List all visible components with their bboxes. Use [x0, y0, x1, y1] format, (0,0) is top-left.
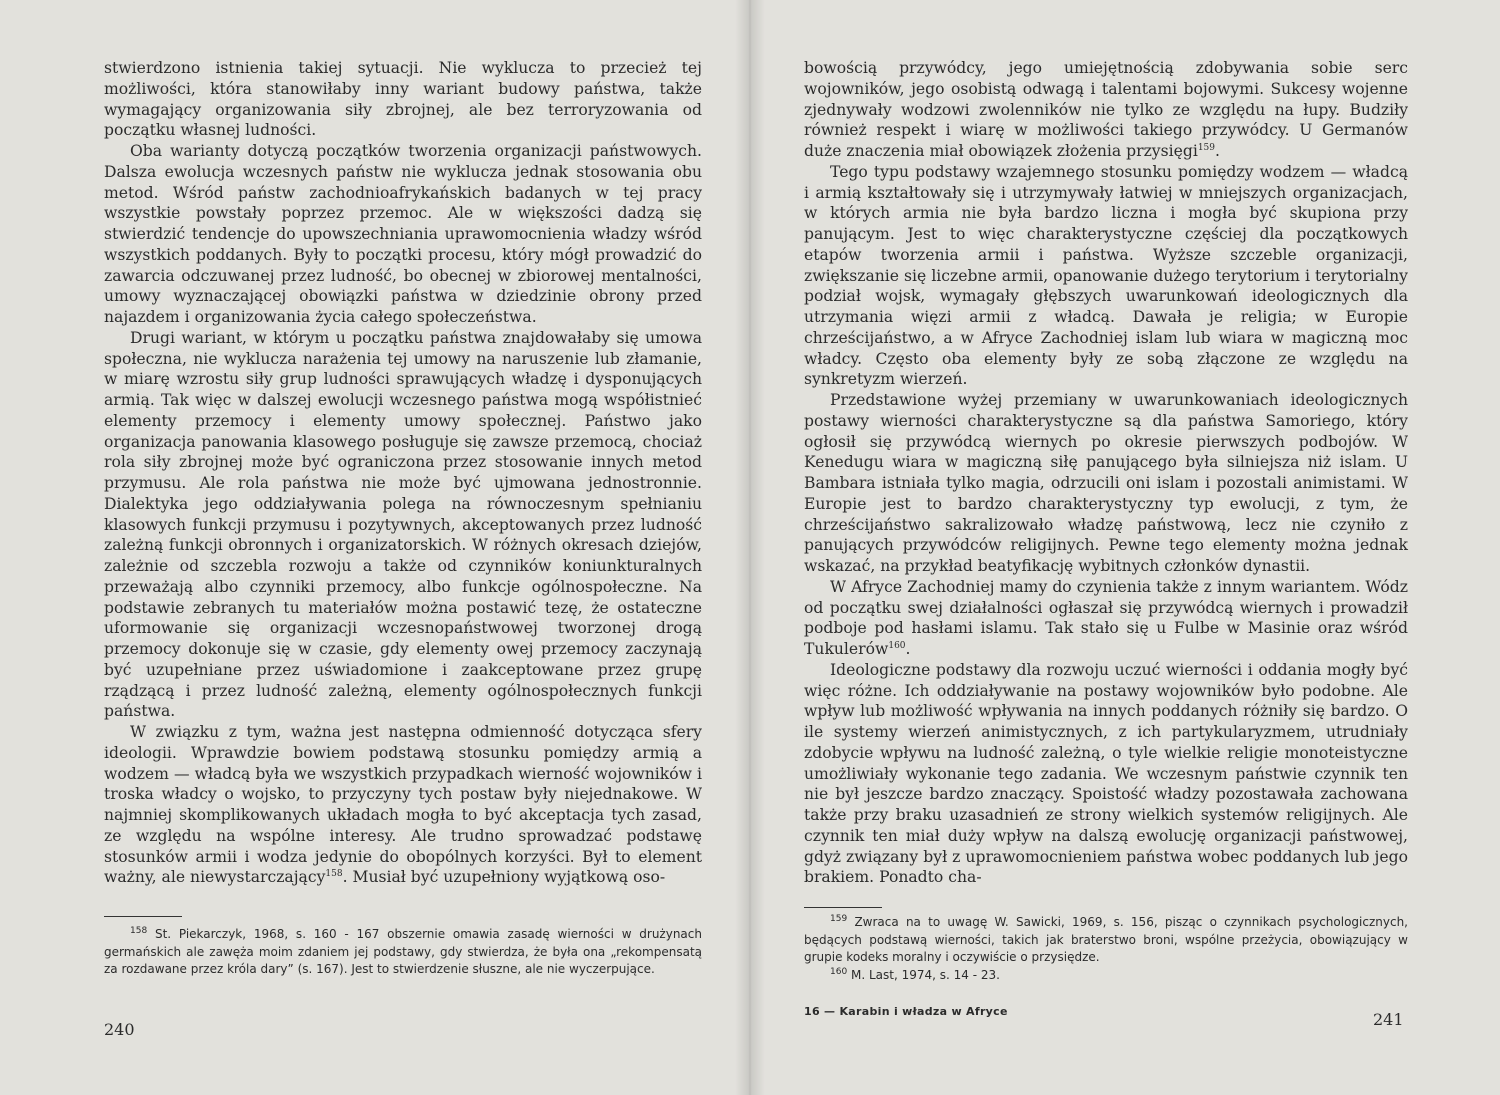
left-paragraph-1: stwierdzono istnienia takiej sytuacji. Nie wyklucza to przecież tej możliwości, która stanowiłaby inny wariant budowy państwa, także wymagający organizowania siły zbrojnej, ale bez terroryzowania od początku własnej ludności. [104, 59, 702, 140]
left-footnotes [104, 926, 702, 979]
right-paragraph-4-text: W Afryce Zachodniej mamy do czynienia także z innym wariantem. Wódz od początku swej działalności ogłaszał się przywódcą wiernych i prowadził podboje pod hasłami islamu. Tak stało się u Fulbe w Masinie oraz wśród Tukulerów [804, 577, 1408, 658]
footnote-159-text: Zwraca na to uwagę W. Sawicki, 1969, s. 156, pisząc o czynnikach psychologicznych, będących podstawą wierności, takich jak braterstwo broni, wspólne przeżycia, obowiązujący w grupie kodeks moralny i oczywiście o przysiędze. [804, 915, 1408, 964]
page-number-left: 240 [104, 1020, 135, 1039]
footnote-number-159: 159 [830, 914, 848, 924]
right-body-text [804, 58, 1408, 888]
footnote-ref-160[interactable]: 160 [888, 640, 906, 651]
right-paragraph-1-after: . [1215, 142, 1220, 160]
footnote-number-160: 160 [830, 966, 848, 977]
left-body-text [104, 58, 702, 888]
page-number-right: 241 [1373, 1010, 1404, 1029]
footnote-ref-158[interactable]: 158 [325, 869, 343, 880]
right-footnotes [804, 914, 1408, 984]
right-paragraph-1-text: bowością przywódcy, jego umiejętnością zdobywania sobie serc wojowników, jego osobistą odwagą i talentami bojowymi. Sukcesy wojenne zjednywały wodzowi zwolenników nie tylko ze względu na łupy. Budziły również respekt i wiarę w możliwości takiego przywódcy. U Germanów duże znaczenia miał obowiązek złożenia przysięgi [804, 59, 1408, 160]
footnote-159 [804, 914, 1408, 967]
right-paragraph-2: Tego typu podstawy wzajemnego stosunku pomiędzy wodzem — władcą i armią kształtowały się i utrzymywały łatwiej w mniejszych organizacjach, w których armia nie była bardzo liczna i mogła być skupiona przy panującym. Jest to więc charakterystyczne częściej dla początkowych etapów tworzenia armii i państwa. Wyższe szczeble organizacji, zwiększanie się liczebne armii, opanowanie dużego terytorium i terytorialny podział wojsk, wymagały głębszych uwarunkowań ideologicznych dla utrzymania więzi armii z władcą. Dawała je religia; w Europie chrześcijaństwo, a w Afryce Zachodniej islam lub wiara w magiczną moc władcy. Często oba elementy były ze sobą złączone ze względu na synkretyzm wierzeń. [804, 162, 1408, 389]
footnote-160 [804, 967, 1408, 985]
right-page [750, 0, 1500, 1095]
right-paragraph-4 [804, 577, 1408, 660]
left-footnote-rule [104, 916, 182, 917]
footnote-160-text: M. Last, 1974, s. 14 - 23. [851, 967, 1000, 982]
right-paragraph-5: Ideologiczne podstawy dla rozwoju uczuć wierności i oddania mogły być więc różne. Ich oddziaływanie na postawy wojowników było podobne. Ale wpływ lub możliwość wpływania na innych poddanych różniły się bardzo. O ile systemy wierzeń animistycznych, z ich partykularyzmem, utrudniały zdobycie wpływu na ludność zależną, o tyle wielkie religie monoteistyczne umożliwiały wykonanie tego zadania. We wczesnym państwie czynnik ten nie był jeszcze bardzo znaczący. Spoistość władzy pozostawała zachowana także przy braku uzasadnień ze strony wielkich systemów religijnych. Ale czynnik ten miał duży wpływ na dalszą ewolucję organizacji państwowej, gdyż związany był z uprawomocnieniem państwa wobec poddanych lub jego brakiem. Ponadto cha- [804, 660, 1408, 887]
left-paragraph-4-text: W związku z tym, ważna jest następna odmienność dotycząca sfery ideologii. Wprawdzie bowiem podstawą stosunku pomiędzy armią a wodzem — władcą była we wszystkich przypadkach wierność wojowników i troska władcy o wojsko, to przyczyny tych postaw były niejednakowe. W najmniej skomplikowanych układach mogła to być akceptacja tych zasad, ze względu na wspólne interesy. Ale trudno sprowadzać podstawę stosunków armii i wodza jedynie do obopólnych korzyści. Był to element ważny, ale niewystarczający [104, 723, 702, 887]
printer-signature: 16 — Karabin i władza w Afryce [804, 1005, 1008, 1018]
right-paragraph-4-after: . [905, 640, 911, 658]
footnote-ref-159[interactable]: 159 [1197, 142, 1215, 153]
right-footnote-rule [804, 907, 882, 908]
right-paragraph-1 [804, 58, 1408, 162]
footnote-158 [104, 926, 702, 979]
left-paragraph-2: Oba warianty dotyczą początków tworzenia organizacji państwowych. Dalsza ewolucja wczesnych państw nie wyklucza jednak stosowania obu metod. Wśród państw zachodnioafrykańskich badanych w tej pracy wszystkie powstały poprzez przemoc. Ale w większości dadzą się stwierdzić tendencje do upowszechniania uprawomocnienia władzy wśród wszystkich poddanych. Były to początki procesu, który mógł prowadzić do zawarcia odczuwanej przez ludność, bo obecnej w zbiorowej mentalności, umowy wyznaczającej obowiązki państwa w dziedzinie obrony przed najazdem i organizowania życia całego społeczeństwa. [104, 142, 702, 326]
footnote-number-158: 158 [130, 926, 148, 936]
footnote-158-text: St. Piekarczyk, 1968, s. 160 - 167 obszernie omawia zasadę wierności w drużynach germańskich ale zawęża moim zdaniem jej podstawy, gdy stwierdza, że była ona „rekompensatą za rozdawane przez króla dary” (s. 167). Jest to stwierdzenie słuszne, ale nie wyczerpujące. [104, 927, 702, 976]
left-paragraph-4-after: . Musiał być uzupełniony wyjątkową oso- [342, 868, 666, 887]
left-paragraph-3: Drugi wariant, w którym u początku państwa znajdowałaby się umowa społeczna, nie wyklucza narażenia tej umowy na naruszenie lub złamanie, w miarę wzrostu siły grup ludności sprawujących władzę i dysponujących armią. Tak więc w dalszej ewolucji wczesnego państwa mogą współistnieć elementy przemocy i elementy umowy społecznej. Państwo jako organizacja panowania klasowego posługuje się zawsze przemocą, chociaż rola siły zbrojnej może być ograniczona przez stosowanie innych metod przymusu. Ale rola państwa nie może być ujmowana jednostronnie. Dialektyka jego oddziaływania polega na równoczesnym spełnianiu klasowych funkcji przymusu i pozytywnych, akceptowanych przez ludność zależną funkcji obronnych i organizatorskich. W różnych okresach dziejów, zależnie od szczebla rozwoju a także od czynników koniunkturalnych przeważają albo czynniki przemocy, albo funkcje ogólnospołeczne. Na podstawie zebranych tu materiałów można postawić tezę, że ostateczne uformowanie się organizacji wczesnopaństwowej tworzonej drogą przemocy dokonuje się w czasie, gdy elementy owej przemocy zaczynają być uzupełniane przez uświadomione i zaakceptowane przez grupę rządzącą i przez ludność zależną, elementy ogólnospołecznych funkcji państwa. [104, 328, 702, 721]
right-paragraph-3: Przedstawione wyżej przemiany w uwarunkowaniach ideologicznych postawy wierności charakterystyczne są dla państwa Samoriego, który ogłosił się przywódcą wiernych po okresie pierwszych podbojów. W Kenedugu wiara w magiczną siłę panującego była silniejsza niż islam. U Bambara istniała tylko magia, odrzucili oni islam i pozostali animistami. W Europie jest to bardzo charakterystyczny typ ewolucji, z tym, że chrześcijaństwo sakralizowało władzę państwową, lecz nie czyniło z panujących przywódców religijnych. Pewne tego elementy można jednak wskazać, na przykład beatyfikację wybitnych członków dynastii. [804, 391, 1408, 575]
left-paragraph-4 [104, 722, 702, 888]
